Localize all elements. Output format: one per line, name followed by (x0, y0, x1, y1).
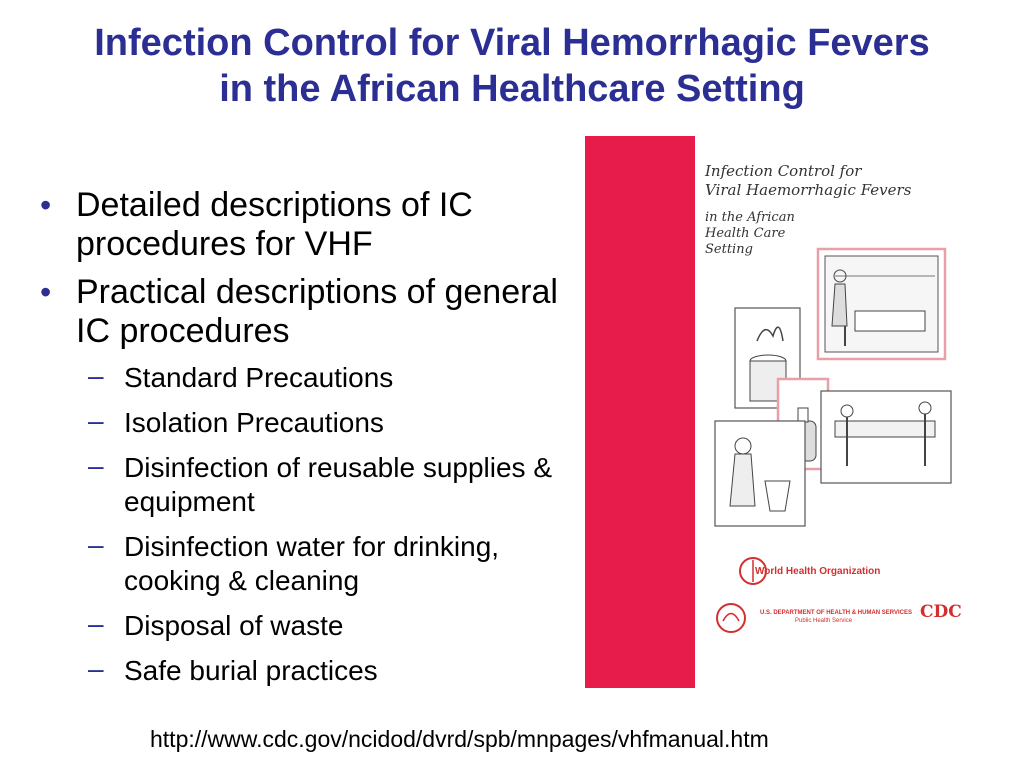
bed-scene-illustration (818, 249, 945, 359)
cover-subtitle-line: in the African (705, 210, 795, 225)
sub-bullet-item (76, 361, 576, 395)
sub-bullet-text: Disinfection water for drinking, cooking & cleaning (124, 531, 500, 596)
cover-subtitle-line: Setting (705, 242, 753, 257)
sub-bullet-text: Disposal of waste (124, 610, 344, 641)
sub-bullet-list (76, 361, 576, 688)
dash-icon: – (88, 608, 104, 639)
sub-bullet-text: Safe burial practices (124, 655, 378, 686)
who-logo-row (715, 556, 965, 586)
burial-team-illustration (821, 391, 951, 483)
sub-bullet-text: Disinfection of reusable supplies & equipment (124, 452, 553, 517)
dash-icon: – (88, 529, 104, 560)
dash-icon: – (88, 405, 104, 436)
sub-bullet-item (76, 654, 576, 688)
cover-subtitle-line: Health Care (705, 226, 786, 241)
hhs-label: U.S. DEPARTMENT OF HEALTH & HUMAN SERVICES (760, 610, 913, 616)
sub-bullet-item (76, 609, 576, 643)
bullet-dot-icon: • (40, 187, 52, 223)
cdc-logo: CDC (920, 602, 962, 622)
slide-title (0, 20, 1024, 112)
slide-title-line1: Infection Control for Viral Hemorrhagic Fevers (94, 22, 930, 64)
source-url[interactable]: http://www.cdc.gov/ncidod/dvrd/spb/mnpages/vhfmanual.htm (150, 726, 769, 752)
slide-title-line2: in the African Healthcare Setting (219, 68, 805, 110)
dash-icon: – (88, 360, 104, 391)
sub-bullet-text: Standard Precautions (124, 362, 394, 393)
dash-icon: – (88, 653, 104, 684)
dash-icon: – (88, 450, 104, 481)
manual-cover-image (585, 136, 965, 688)
bullet-dot-icon: • (40, 274, 52, 310)
bullet-item (36, 273, 576, 688)
sub-bullet-item (76, 530, 576, 598)
cover-title-line: Viral Haemorrhagic Fevers (705, 181, 912, 199)
bullet-item (36, 186, 576, 264)
health-worker-illustration (715, 421, 805, 526)
cover-title-line: Infection Control for (705, 162, 862, 180)
hhs-logo-row (715, 598, 965, 638)
hhs-sublabel: Public Health Service (795, 618, 853, 624)
bullet-list (36, 186, 576, 699)
bullet-text: Practical descriptions of general IC procedures (76, 273, 558, 350)
bullet-text: Detailed descriptions of IC procedures for VHF (76, 186, 473, 263)
sub-bullet-item (76, 406, 576, 440)
sub-bullet-text: Isolation Precautions (124, 407, 384, 438)
who-label: World Health Organization (755, 566, 881, 577)
sub-bullet-item (76, 451, 576, 519)
